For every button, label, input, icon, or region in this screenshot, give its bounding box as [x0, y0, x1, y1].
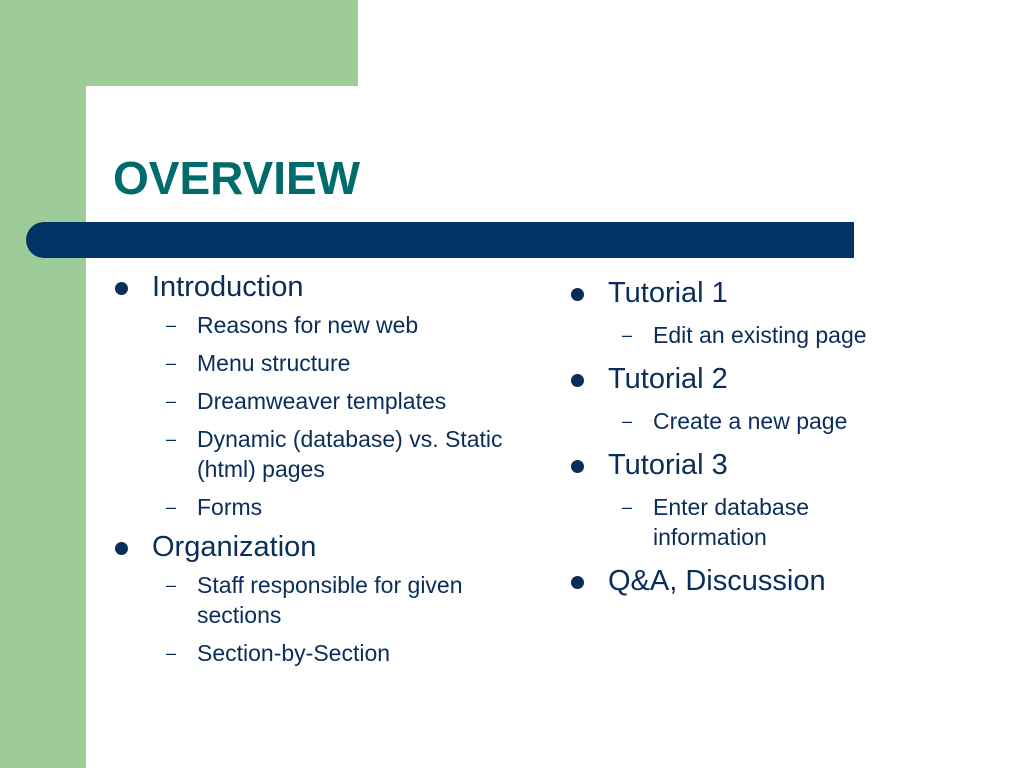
- sub-item: [608, 406, 986, 436]
- bullet-item-tutorial-1: [566, 276, 986, 350]
- bullet-dot-icon: [115, 282, 128, 295]
- bullet-item-tutorial-3: [566, 448, 986, 552]
- dash-icon: –: [166, 575, 177, 595]
- sub-item-label: Enter database information: [653, 494, 810, 550]
- sub-item-label: Section-by-Section: [197, 640, 391, 666]
- sub-item: [152, 638, 540, 668]
- sub-item: [152, 492, 540, 522]
- sub-item: [152, 348, 540, 378]
- sub-item: [152, 386, 540, 416]
- bullet-item-introduction: [110, 270, 540, 522]
- bullet-dot-icon: [115, 542, 128, 555]
- dash-icon: –: [622, 497, 633, 517]
- title-underline-bar: [26, 222, 854, 258]
- bullet-label: Tutorial 1: [608, 277, 728, 309]
- slide-title: OVERVIEW: [113, 152, 361, 204]
- sub-item-label: Staff responsible for given sections: [197, 572, 463, 628]
- dash-icon: –: [166, 391, 177, 411]
- sub-item: [608, 320, 986, 350]
- sub-item-label: Menu structure: [197, 350, 351, 376]
- bullet-dot-icon: [571, 374, 584, 387]
- bullet-label: Tutorial 2: [608, 363, 728, 395]
- dash-icon: –: [622, 325, 633, 345]
- bullet-dot-icon: [571, 576, 584, 589]
- sub-item-label: Dreamweaver templates: [197, 388, 447, 414]
- sub-item-label: Dynamic (database) vs. Static (html) pages: [197, 426, 503, 482]
- bullet-item-organization: [110, 530, 540, 668]
- bullet-item-tutorial-2: [566, 362, 986, 436]
- dash-icon: –: [166, 643, 177, 663]
- sub-item-label: Forms: [197, 494, 263, 520]
- right-column: [566, 276, 986, 598]
- sub-item: [152, 310, 540, 340]
- left-column: [110, 270, 540, 668]
- dash-icon: –: [166, 315, 177, 335]
- bullet-dot-icon: [571, 288, 584, 301]
- sub-item-label: Reasons for new web: [197, 312, 419, 338]
- sub-item: [152, 424, 540, 484]
- bullet-label: Organization: [152, 531, 317, 563]
- sub-item-label: Create a new page: [653, 408, 848, 434]
- dash-icon: –: [166, 353, 177, 373]
- bullet-label: Introduction: [152, 271, 304, 303]
- bullet-label: Q&A, Discussion: [608, 565, 826, 597]
- sub-item: [152, 570, 540, 630]
- dash-icon: –: [622, 411, 633, 431]
- dash-icon: –: [166, 497, 177, 517]
- dash-icon: –: [166, 429, 177, 449]
- green-top-decoration: [0, 0, 358, 86]
- bullet-label: Tutorial 3: [608, 449, 728, 481]
- sub-item: [608, 492, 986, 552]
- sub-item-label: Edit an existing page: [653, 322, 867, 348]
- green-sidebar-decoration: [0, 0, 86, 768]
- bullet-dot-icon: [571, 460, 584, 473]
- bullet-item-qa-discussion: [566, 564, 986, 598]
